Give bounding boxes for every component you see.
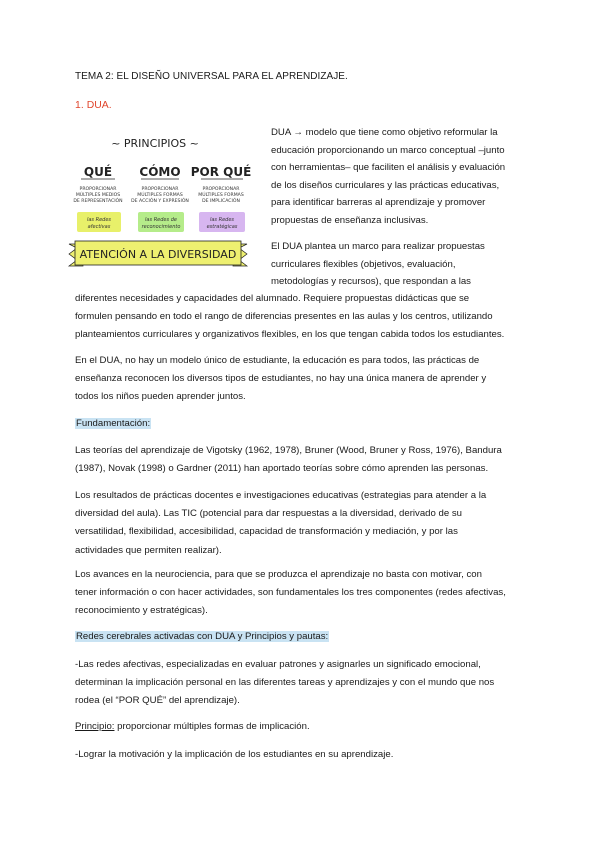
- paragraph-motivation: [75, 746, 535, 764]
- network-tag: las Redes de: [145, 217, 177, 223]
- dua-framework-start: [271, 238, 541, 291]
- text-line: diferentes necesidades y capacidades del alumnado. Requiere propuestas didácticas que se: [75, 293, 470, 304]
- principle-description: MÚLTIPLES FORMAS: [137, 193, 183, 198]
- paragraph-model: [75, 352, 535, 407]
- highlighted-heading: Fundamentación:: [76, 418, 151, 429]
- network-tag: estratégicas: [206, 224, 238, 230]
- paragraph-framework: [75, 290, 535, 345]
- principle-description: PROPORCIONAR: [202, 187, 240, 192]
- text-line: de los diseños curriculares y las prácticas educativas,: [271, 179, 500, 191]
- text-line: curriculares flexibles (objetivos, evaluación,: [271, 258, 456, 270]
- principle-label: Principio:: [75, 721, 115, 732]
- paragraph-theories: [75, 442, 535, 478]
- network-tag: reconocimiento: [141, 224, 181, 230]
- principle-column-por-que: [191, 164, 252, 232]
- principle-text: proporcionar múltiples formas de implicación.: [114, 721, 310, 732]
- text-line: rodea (el “POR QUÉ” del aprendizaje).: [75, 695, 240, 707]
- principle-line: [75, 718, 535, 736]
- text-line: Los avances en la neurociencia, para que se produzca el aprendizaje no basta con motivar, con: [75, 569, 482, 580]
- heading-fundamentacion: [75, 415, 535, 433]
- text-line: enseñanza reconocen los diversos tipos de estudiantes, no hay una única manera de aprender y: [75, 373, 487, 385]
- principle-description: PROPORCIONAR: [141, 187, 179, 192]
- text-line: El DUA plantea un marco para realizar propuestas: [271, 241, 485, 252]
- text-line: con herramientas– que faciliten el análisis y evaluación: [271, 162, 506, 174]
- text-line: diversidad del aula). Las TIC (potencial para dar respuestas a la diversidad, derivado de su: [75, 508, 462, 520]
- document-title: TEMA 2: EL DISEÑO UNIVERSAL PARA EL APRENDIZAJE.: [75, 71, 348, 82]
- text-line: reconocimiento y estratégicas).: [75, 605, 208, 617]
- principle-description: DE ACCIÓN Y EXPRESIÓN: [131, 199, 189, 204]
- principle-description: MÚLTIPLES MEDIOS: [75, 193, 121, 198]
- principle-description: PROPORCIONAR: [79, 187, 117, 192]
- text-line: todos los niños pueden aprender juntos.: [75, 391, 246, 403]
- dua-definition: [271, 124, 541, 230]
- text-line: -Las redes afectivas, especializadas en evaluar patrones y asignarles un significado emocional,: [75, 659, 481, 670]
- principle-question: QUÉ: [83, 165, 113, 179]
- text-line: Las teorías del aprendizaje de Vigotsky (1962, 1978), Bruner (Wood, Bruner y Ross, 1976), Bandura: [75, 445, 502, 456]
- illustration-heading: ~ PRINCIPIOS ~: [111, 137, 199, 150]
- text-line: formulen pensando en todo el rango de diferencias presentes en las aulas y los centros, utilizando: [75, 311, 493, 323]
- text-line: determinan la implicación personal en las diferentes tareas y aprendizajes y con el mundo que nos: [75, 677, 495, 689]
- section-heading-dua: 1. DUA.: [75, 100, 112, 111]
- paragraph-affective-networks: [75, 656, 535, 711]
- text-line: para identificar barreras al aprendizaje y promover: [271, 197, 486, 209]
- network-tag: las Redes: [86, 217, 112, 223]
- text-line: metodologías y recursos), que respondan a las: [271, 276, 471, 288]
- text-line: DUA → modelo que tiene como objetivo reformular la: [271, 127, 498, 138]
- principle-column-que: [73, 164, 122, 232]
- principle-question: POR QUÉ: [190, 165, 252, 179]
- network-tag: las Redes: [209, 217, 235, 223]
- heading-redes: [75, 628, 535, 646]
- principle-description: DE REPRESENTACIÓN: [73, 199, 123, 204]
- text-line: versatilidad, flexibilidad, accesibilidad, capacidad de transformación y mediación, y por las: [75, 526, 458, 538]
- principle-column-como: [131, 164, 189, 232]
- text-line: -Lograr la motivación y la implicación de los estudiantes en su aprendizaje.: [75, 749, 394, 760]
- diversity-banner: [69, 241, 247, 266]
- principle-description: MÚLTIPLES FORMAS: [198, 193, 244, 198]
- text-line: tener información o con hacer actividades, son fundamentales los tres componentes (redes afectivas,: [75, 587, 506, 599]
- text-line: planteamientos curriculares y organizativos flexibles, en los que tengan cabida todos los estudiantes.: [75, 329, 505, 341]
- text-line: actividades que permiten realizar).: [75, 544, 222, 556]
- banner-text: ATENCIÓN A LA DIVERSIDAD: [79, 248, 237, 261]
- network-tag: afectivas: [87, 224, 111, 230]
- highlighted-heading: Redes cerebrales activadas con DUA y Principios y pautas:: [76, 631, 329, 642]
- principle-question: CÓMO: [139, 165, 181, 179]
- principle-description: DE IMPLICACIÓN: [202, 199, 240, 204]
- text-line: propuestas de enseñanza inclusivas.: [271, 214, 429, 226]
- text-line: (1987), Novak (1998) o Gardner (2011) han aportado teorías sobre cómo aprenden las personas.: [75, 463, 489, 475]
- paragraph-neuroscience: [75, 566, 535, 621]
- text-line: En el DUA, no hay un modelo único de estudiante, la educación es para todos, las prácticas de: [75, 355, 480, 366]
- text-line: educación proporcionando un marco conceptual –junto: [271, 144, 505, 156]
- principles-illustration: [63, 130, 253, 280]
- text-line: Los resultados de prácticas docentes e investigaciones educativas (estrategias para atender a la: [75, 490, 487, 501]
- paragraph-results: [75, 487, 535, 560]
